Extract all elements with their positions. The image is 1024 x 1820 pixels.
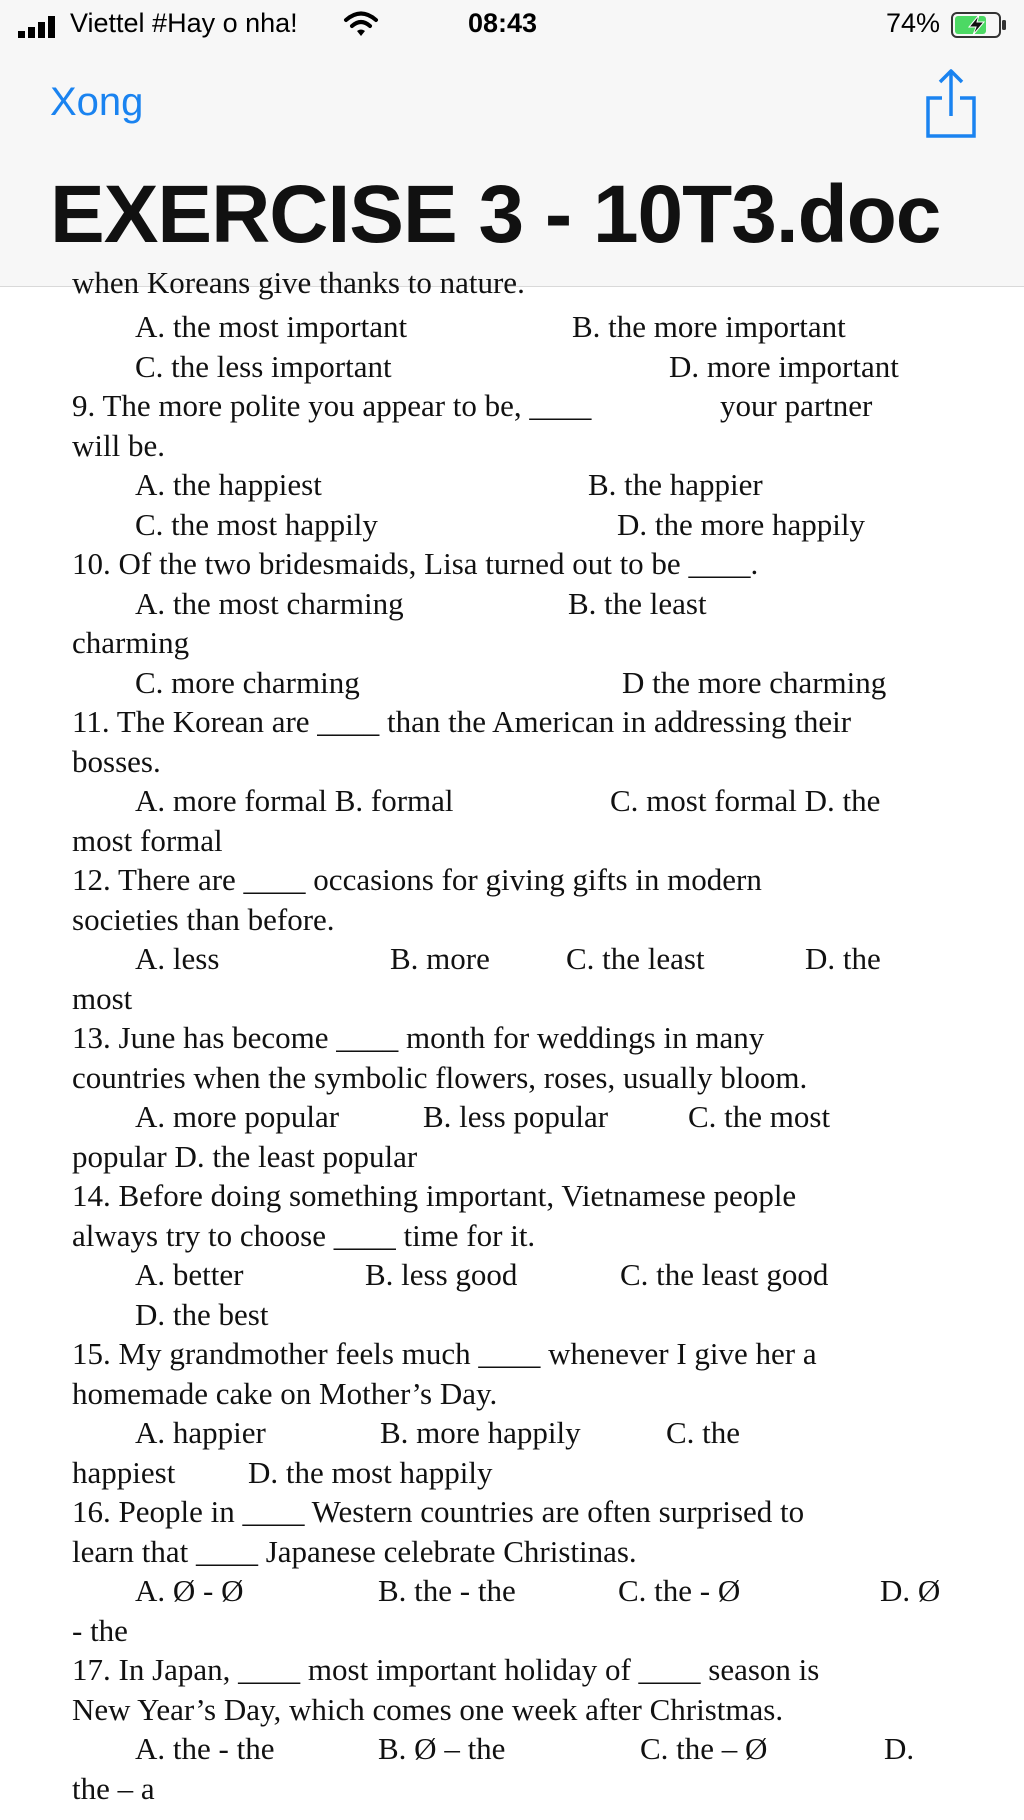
answer-option: B. the more important xyxy=(572,309,846,344)
question-line: 13. June has become ____ month for weddings in many xyxy=(72,1020,765,1055)
answer-option: B. more xyxy=(390,941,490,976)
document-title: EXERCISE 3 - 10T3.doc xyxy=(50,169,941,260)
answer-option: popular D. the least popular xyxy=(72,1139,418,1174)
answer-option: C. the – Ø xyxy=(640,1731,768,1766)
answer-option: - the xyxy=(72,1613,128,1648)
question-line: 12. There are ____ occasions for giving gifts in modern xyxy=(72,862,762,897)
answer-option: most formal xyxy=(72,823,223,858)
answer-option: D. Ø xyxy=(880,1573,941,1608)
answer-option: C. the most xyxy=(688,1099,831,1134)
answer-option: the – a xyxy=(72,1771,155,1806)
answer-option: D. xyxy=(884,1731,915,1766)
answer-option: D. the more happily xyxy=(617,507,865,542)
document-page[interactable] xyxy=(0,265,1024,1820)
answer-option: C. most formal D. the xyxy=(610,783,881,818)
clock: 08:43 xyxy=(468,8,538,38)
answer-option: A. more formal B. formal xyxy=(135,783,454,818)
answer-option: A. Ø - Ø xyxy=(135,1573,244,1608)
share-icon[interactable] xyxy=(922,68,980,140)
answer-option: B. less good xyxy=(365,1257,518,1292)
answer-option: A. more popular xyxy=(135,1099,340,1134)
answer-option: happiest xyxy=(72,1455,176,1490)
answer-option: A. the most charming xyxy=(135,586,404,621)
answer-option: A. the - the xyxy=(135,1731,275,1766)
answer-option: B. the least xyxy=(568,586,707,621)
answer-option: B. Ø – the xyxy=(378,1731,506,1766)
answer-option: D. the xyxy=(805,941,881,976)
question-line: will be. xyxy=(72,428,165,463)
battery-charging-icon xyxy=(951,12,1007,38)
question-line: New Year’s Day, which comes one week after Christmas. xyxy=(72,1692,784,1727)
answer-option: A. happier xyxy=(135,1415,266,1450)
question-line: countries when the symbolic flowers, roses, usually bloom. xyxy=(72,1060,808,1095)
answer-option: B. the - the xyxy=(378,1573,516,1608)
answer-option: D. the most happily xyxy=(248,1455,493,1490)
question-line: societies than before. xyxy=(72,902,335,937)
answer-option: A. less xyxy=(135,941,220,976)
viewer-header xyxy=(0,50,1024,287)
answer-option: B. less popular xyxy=(423,1099,609,1134)
question-line: 14. Before doing something important, Vietnamese people xyxy=(72,1178,797,1213)
carrier-name: Viettel #Hay o nha! xyxy=(70,8,298,38)
question-line: homemade cake on Mother’s Day. xyxy=(72,1376,498,1411)
answer-option: C. the less important xyxy=(135,349,392,384)
answer-option: D the more charming xyxy=(622,665,887,700)
answer-option: C. the least xyxy=(566,941,705,976)
answer-option: A. better xyxy=(135,1257,244,1292)
answer-option: D. the best xyxy=(135,1297,269,1332)
question-line: 16. People in ____ Western countries are often surprised to xyxy=(72,1494,805,1529)
question-line: 10. Of the two bridesmaids, Lisa turned out to be ____. xyxy=(72,546,759,581)
answer-option: A. the happiest xyxy=(135,467,322,502)
document-line: when Koreans give thanks to nature. xyxy=(72,265,525,300)
battery-percentage: 74% xyxy=(886,8,941,38)
question-line: always try to choose ____ time for it. xyxy=(72,1218,536,1253)
question-line: 11. The Korean are ____ than the American in addressing their xyxy=(72,704,852,739)
answer-option: charming xyxy=(72,625,190,660)
wifi-icon xyxy=(344,10,378,38)
question-line: bosses. xyxy=(72,744,161,779)
answer-option: C. more charming xyxy=(135,665,360,700)
answer-option: most xyxy=(72,981,133,1016)
question-line: your partner xyxy=(720,388,873,423)
answer-option: B. more happily xyxy=(380,1415,581,1450)
answer-option: C. the least good xyxy=(620,1257,829,1292)
answer-option: D. more important xyxy=(669,349,899,384)
signal-icon xyxy=(18,16,60,38)
answer-option: A. the most important xyxy=(135,309,408,344)
done-button[interactable]: Xong xyxy=(50,80,144,124)
question-line: 9. The more polite you appear to be, ____ xyxy=(72,388,592,423)
answer-option: C. the most happily xyxy=(135,507,378,542)
answer-option: C. the - Ø xyxy=(618,1573,741,1608)
question-line: 15. My grandmother feels much ____ whenever I give her a xyxy=(72,1336,817,1371)
question-line: learn that ____ Japanese celebrate Christinas. xyxy=(72,1534,637,1569)
answer-option: C. the xyxy=(666,1415,741,1450)
status-bar xyxy=(0,0,1024,50)
answer-option: B. the happier xyxy=(588,467,763,502)
question-line: 17. In Japan, ____ most important holiday of ____ season is xyxy=(72,1652,820,1687)
